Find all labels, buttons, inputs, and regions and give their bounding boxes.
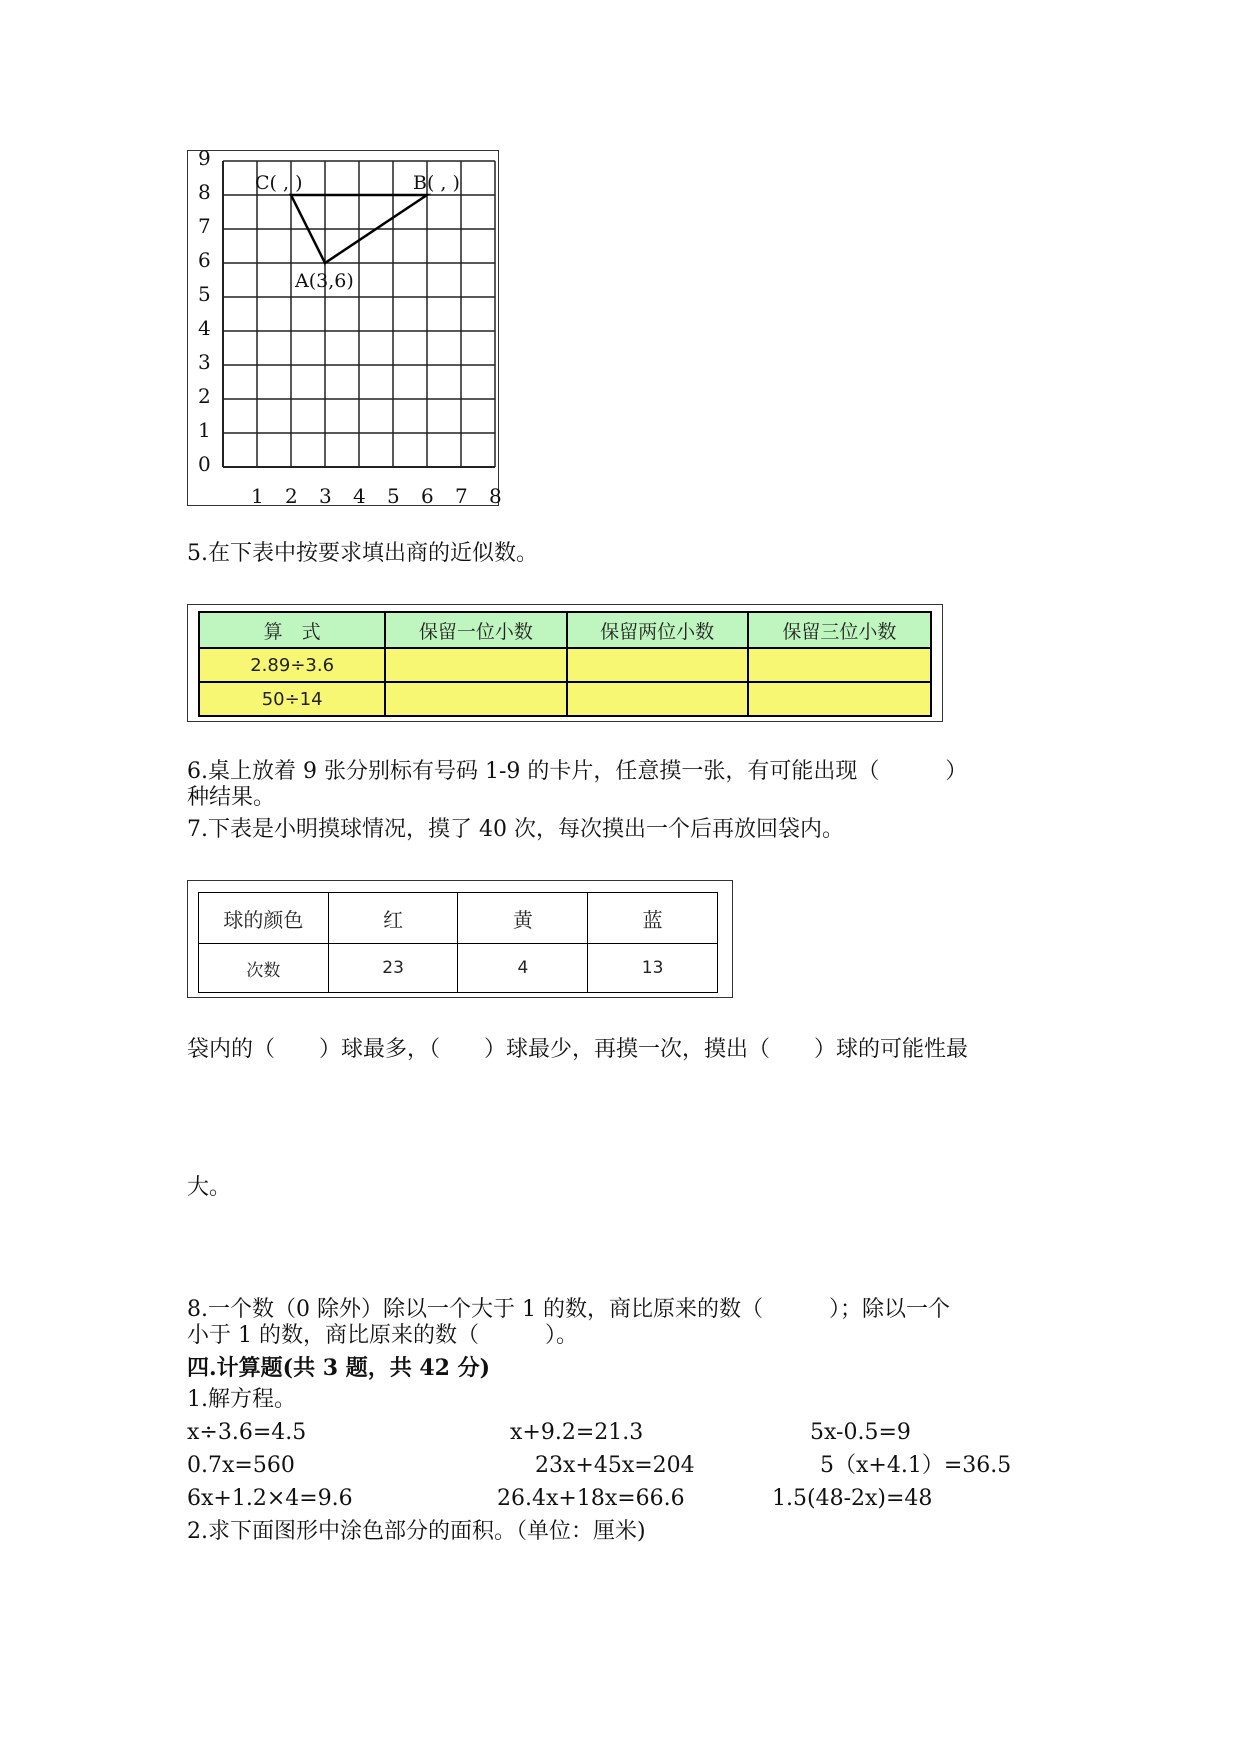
header-cell-one-decimal: 保留一位小数 (385, 612, 566, 648)
table-row (199, 648, 931, 682)
y-tick-label: 9 (198, 146, 211, 170)
equation: 26.4x+18x=66.6 (497, 1486, 685, 1511)
section-4-q2-title: 2.求下面图形中涂色部分的面积。（单位：厘米) (187, 1519, 646, 1544)
answer-cell[interactable] (567, 648, 748, 682)
q7-fill-line2: 大。 (187, 1175, 232, 1200)
q7-text: 7.下表是小明摸球情况，摸了 40 次，每次摸出一个后再放回袋内。 (187, 817, 844, 842)
header-cell-two-decimal: 保留两位小数 (567, 612, 748, 648)
table-row (199, 944, 718, 993)
equation: 5x-0.5=9 (810, 1420, 911, 1445)
answer-cell[interactable] (748, 682, 931, 716)
point-label: C( , ) (255, 172, 303, 194)
answer-cell[interactable] (567, 682, 748, 716)
answer-cell[interactable] (748, 648, 931, 682)
header-cell-blue: 蓝 (588, 893, 718, 944)
coordinate-grid-svg (188, 146, 502, 508)
q8-line2: 小于 1 的数，商比原来的数（ ）。 (187, 1323, 578, 1348)
x-tick-label: 3 (319, 484, 332, 508)
count-cell-blue: 13 (588, 944, 718, 993)
x-tick-label: 4 (353, 484, 366, 508)
q5-text: 5.在下表中按要求填出商的近似数。 (187, 541, 538, 566)
table-header-row (199, 893, 718, 944)
x-tick-label: 7 (455, 484, 468, 508)
table-header-row (199, 612, 931, 648)
answer-cell[interactable] (385, 648, 566, 682)
y-tick-label: 5 (198, 282, 211, 306)
table-row (199, 682, 931, 716)
count-cell-red: 23 (328, 944, 458, 993)
coordinate-grid-figure (187, 146, 502, 508)
q7-fill-line1: 袋内的（ ）球最多，（ ）球最少，再摸一次，摸出（ ）球的可能性最 (187, 1037, 969, 1062)
header-cell-yellow: 黄 (458, 893, 588, 944)
equation: 5（x+4.1）=36.5 (820, 1453, 1012, 1478)
q6-line2: 种结果。 (187, 785, 276, 810)
equation: x+9.2=21.3 (510, 1420, 644, 1445)
x-tick-label: 8 (489, 484, 502, 508)
x-tick-label: 5 (387, 484, 400, 508)
y-tick-label: 2 (198, 384, 211, 408)
q6-line1: 6.桌上放着 9 张分别标有号码 1-9 的卡片，任意摸一张，有可能出现（ ） (187, 759, 968, 784)
header-cell-expression: 算 式 (199, 612, 385, 648)
header-cell-three-decimal: 保留三位小数 (748, 612, 931, 648)
header-cell-red: 红 (328, 893, 458, 944)
header-cell-color: 球的颜色 (199, 893, 329, 944)
section-4-title: 四.计算题(共 3 题，共 42 分) (187, 1355, 491, 1381)
point-label: B( , ) (413, 172, 460, 194)
y-tick-label: 7 (198, 214, 211, 238)
y-tick-label: 3 (198, 350, 211, 374)
ball-table-frame (187, 880, 733, 998)
y-tick-label: 6 (198, 248, 211, 272)
equation: 6x+1.2×4=9.6 (187, 1486, 353, 1511)
expression-cell: 50÷14 (199, 682, 385, 716)
x-tick-label: 6 (421, 484, 434, 508)
answer-cell[interactable] (385, 682, 566, 716)
quotient-table-frame (187, 604, 943, 722)
point-label: A(3,6) (295, 270, 354, 292)
ball-count-table (198, 892, 718, 993)
count-cell-yellow: 4 (458, 944, 588, 993)
y-tick-label: 4 (198, 316, 211, 340)
x-tick-label: 2 (285, 484, 298, 508)
section-4-q1-title: 1.解方程。 (187, 1387, 296, 1412)
y-tick-label: 1 (198, 418, 211, 442)
row-label-count: 次数 (199, 944, 329, 993)
y-tick-label: 0 (198, 452, 211, 476)
equation: 23x+45x=204 (535, 1453, 695, 1478)
equation: 1.5(48-2x)=48 (772, 1486, 933, 1511)
expression-cell: 2.89÷3.6 (199, 648, 385, 682)
quotient-table (198, 611, 932, 717)
equation: x÷3.6=4.5 (187, 1420, 307, 1445)
x-tick-label: 1 (251, 484, 264, 508)
q8-line1: 8.一个数（0 除外）除以一个大于 1 的数，商比原来的数（ ）；除以一个 (187, 1297, 950, 1322)
y-tick-label: 8 (198, 180, 211, 204)
equation: 0.7x=560 (187, 1453, 295, 1478)
